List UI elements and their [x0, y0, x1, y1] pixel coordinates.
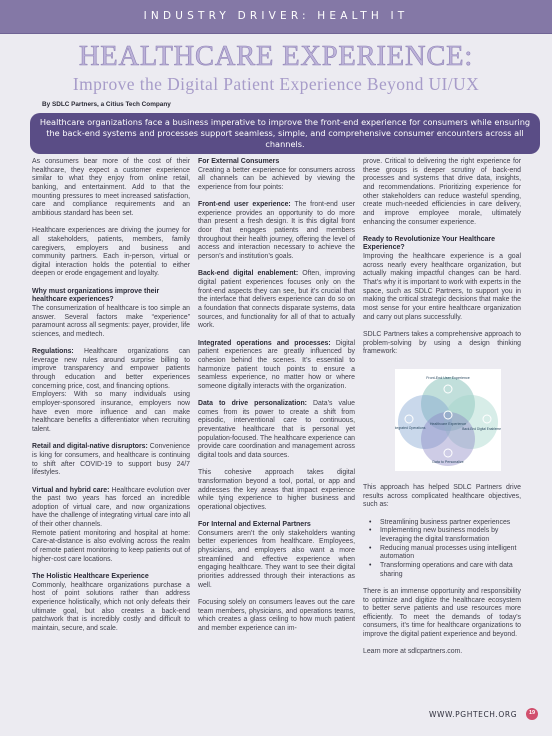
paragraph-regulations: [32, 348, 190, 435]
venn-circle-bottom: [421, 412, 475, 466]
lead-text: The front-end user experience provides an opportunity to do more than present a fresh design. It is this digital front door that engages patients and members throughout their health journey, offering the level of access and interaction necessary to achieve the person’s and institution’s goals.: [198, 201, 355, 261]
diagram-label-right: Back-End Digital Enablement: [462, 427, 501, 432]
paragraph: The consumerization of healthcare is too simple an answer. Several factors make “experience” paramount across all segments: payer, provider, life sciences, and medtech.: [32, 304, 190, 338]
paragraph-data: [198, 400, 355, 461]
paragraph: prove. Critical to delivering the right experience for these groups is deeper scrutiny of back-end processes and systems that drive data, insights, and recommendations. Prioritizing experience for other stakeholders can reduce wasteful spending, create much-needed efficiencies in care delivery, and improve employee morale, ultimately enhancing the consumer experience.: [363, 158, 521, 226]
article-byline: By SDLC Partners, a Citius Tech Company: [42, 101, 171, 108]
diagram-label-top: Front-End User Experience: [426, 376, 470, 381]
paragraph: Focusing solely on consumers leaves out the care team members, physicians, and operations teams, which creates a glass ceiling to how much patient and member experience can im-: [198, 598, 355, 632]
page-number: 19: [528, 710, 536, 716]
list-item: • Transforming operations and care with data sharing: [363, 562, 521, 579]
paragraph-retail: [32, 443, 190, 478]
article-title: HEALTHCARE EXPERIENCE:: [78, 41, 474, 72]
section-heading: The Holistic Healthcare Experience: [32, 573, 149, 580]
article-column-2: [198, 158, 355, 634]
lead-text: Data’s value comes from its power to create a shift from episodic, interventional care to continuous, preventative healthcare that is personal yet population-focused. The healthcare experience can provide care coordination and management across digital tools and data sources.: [198, 400, 355, 459]
diagram-label-left: Integrated Operations: [395, 426, 426, 431]
section-header-bar: [0, 0, 552, 34]
footer-website-url[interactable]: WWW.PGHTECH.ORG: [429, 710, 518, 719]
lead-label: Retail and digital-native disruptors:: [32, 443, 148, 451]
paragraph: There is an immense opportunity and responsibility to optimize and digitize the healthcare ecosystem to better serve patients and use resources more efficiently. To meet the demands of today’s consumers, it’s time for healthcare organizations to improve the digital patient experience and beyond.: [363, 587, 521, 639]
list-item: • Reducing manual processes using intelligent automation: [363, 545, 521, 562]
intro-banner-text: Healthcare organizations face a business imperative to improve the front-end experience for consumers while ensuring the back-end systems and processes support seamless, simple, and comprehensive consumer encounters across all channels.: [39, 117, 531, 149]
list-item: • Streamlining business partner experiences: [363, 519, 521, 528]
remote-text: Remote patient monitoring and hospital at home: Care-at-distance is also evolving across the realm of remote patient monitoring to keep patients out of higher-cost care locations.: [32, 529, 190, 563]
learn-more-text: Learn more at sdlcpartners.com.: [363, 648, 463, 656]
paragraph-front-end: [198, 201, 355, 262]
lead-label: Virtual and hybrid care:: [32, 486, 110, 494]
paragraph: As consumers bear more of the cost of their healthcare, they expect a customer experience similar to what they enjoy from online retail, banking, and entertainment. Add to that the mounting pressures to meet increased satisfaction, care and compliance requirements and an ambitious standard has been set.: [32, 158, 190, 217]
paragraph-integrated: [198, 340, 355, 392]
paragraph: This approach has helped SDLC Partners drive results across complicated healthcare objectives, such as:: [363, 484, 521, 509]
paragraph: Creating a better experience for consumers across all channels can be achieved by viewing the experience from four points:: [198, 166, 355, 191]
paragraph: Consumers aren’t the only stakeholders wanting better experiences from healthcare. Employees, physicians, and employers also want a more streamlined and effective experience when engaging healthcare. They want to see their digital priorities addressed through their interactions as well.: [198, 529, 355, 589]
section-heading: Why must organizations improve their healthcare experiences?: [32, 287, 160, 304]
lead-text: Often, improving digital patient experiences focuses only on the front-end aspects they can see, but it’s crucial that the interface that delivers experience can do so on a foundation that connects disparate systems, data sources, and functionality for all of that to actually work.: [198, 270, 355, 330]
paragraph: SDLC Partners takes a comprehensive approach to problem-solving by using a design thinking framework:: [363, 330, 521, 356]
section-heading: Ready to Revolutionize Your Healthcare Experience?: [363, 235, 495, 252]
page-number-badge: [526, 708, 538, 720]
article-column-3: [363, 158, 521, 657]
paragraph: This cohesive approach takes digital transformation beyond a tool, portal, or app and addresses the key areas that impact experience while tying experience to higher business and operational objectives.: [198, 469, 355, 511]
article-subtitle: Improve the Digital Patient Experience Beyond UI/UX: [72, 74, 480, 94]
lead-label: Back-end digital enablement:: [198, 270, 299, 278]
section-heading: For External Consumers: [198, 158, 280, 165]
paragraph-virtual: [32, 487, 190, 565]
article-column-1: [32, 158, 190, 634]
diagram-label-bottom: Data to Personalize: [432, 460, 464, 465]
employers-text: Employers: With so many individuals using employer-sponsored insurance, employers now have even more influence and can make healthcare benefits a differentiator when recruiting talent.: [32, 391, 190, 434]
lead-label: Data to drive personalization:: [198, 400, 307, 408]
lead-text: Convenience is king for consumers, and healthcare is continuing to shift after COVID-19 to support busy 24/7 lifestyles.: [32, 443, 191, 477]
paragraph-back-end: [198, 270, 355, 331]
lead-text: Digital patient experiences are greatly influenced by cohesion behind the scenes. It’s essential to harmonize patient touch points to ensure a seamless experience, no matter how or where someone digitally interacts with the organization.: [198, 339, 356, 390]
section-heading: For Internal and External Partners: [198, 521, 311, 529]
paragraph: Commonly, healthcare organizations purchase a host of point solutions rather than address experience holistically, which not only defeats their ultimate goal, but also creates a back-end patchwork that is incredibly costly and difficult to maintain, secure, and scale.: [32, 581, 190, 632]
design-thinking-diagram: [395, 369, 501, 471]
intro-banner: [30, 113, 540, 154]
paragraph: Improving the healthcare experience is a goal across nearly every healthcare organization, but actually making impactful changes can be hard. That’s why it is important to work with experts in the space, such as SDLC Partners, to support you in making the critical strategic decisions that make the most sense for your entire healthcare organization and carry out plans successfully.: [363, 253, 521, 321]
lead-label: Regulations:: [32, 348, 74, 356]
lead-text: Healthcare evolution over the past two years has forced an incredible adoption of virtual care, and now organizations have the challenge of integrating virtual care into all of their other channels.: [32, 486, 190, 529]
lead-text: Healthcare organizations can leverage new rules around surprise billing to improve transparency and empower patients through education and better experiences concerning price, cost, and financing options.: [32, 348, 190, 390]
diagram-label-center: Healthcare Experience: [429, 422, 467, 427]
lead-label: Front-end user experience:: [198, 201, 291, 209]
lead-label: Integrated operations and processes:: [198, 339, 331, 347]
section-header-text: INDUSTRY DRIVER: HEALTH IT: [143, 10, 409, 22]
list-item: • Implementing new business models by leveraging the digital transformation: [363, 527, 521, 544]
objectives-list: [363, 519, 521, 580]
paragraph: Healthcare experiences are driving the journey for all stakeholders, patients, members, family caregivers, employers and business and community partners. Each in-person, virtual or digital interaction holds the potential to either deepen or erode engagement and loyalty.: [32, 227, 190, 278]
